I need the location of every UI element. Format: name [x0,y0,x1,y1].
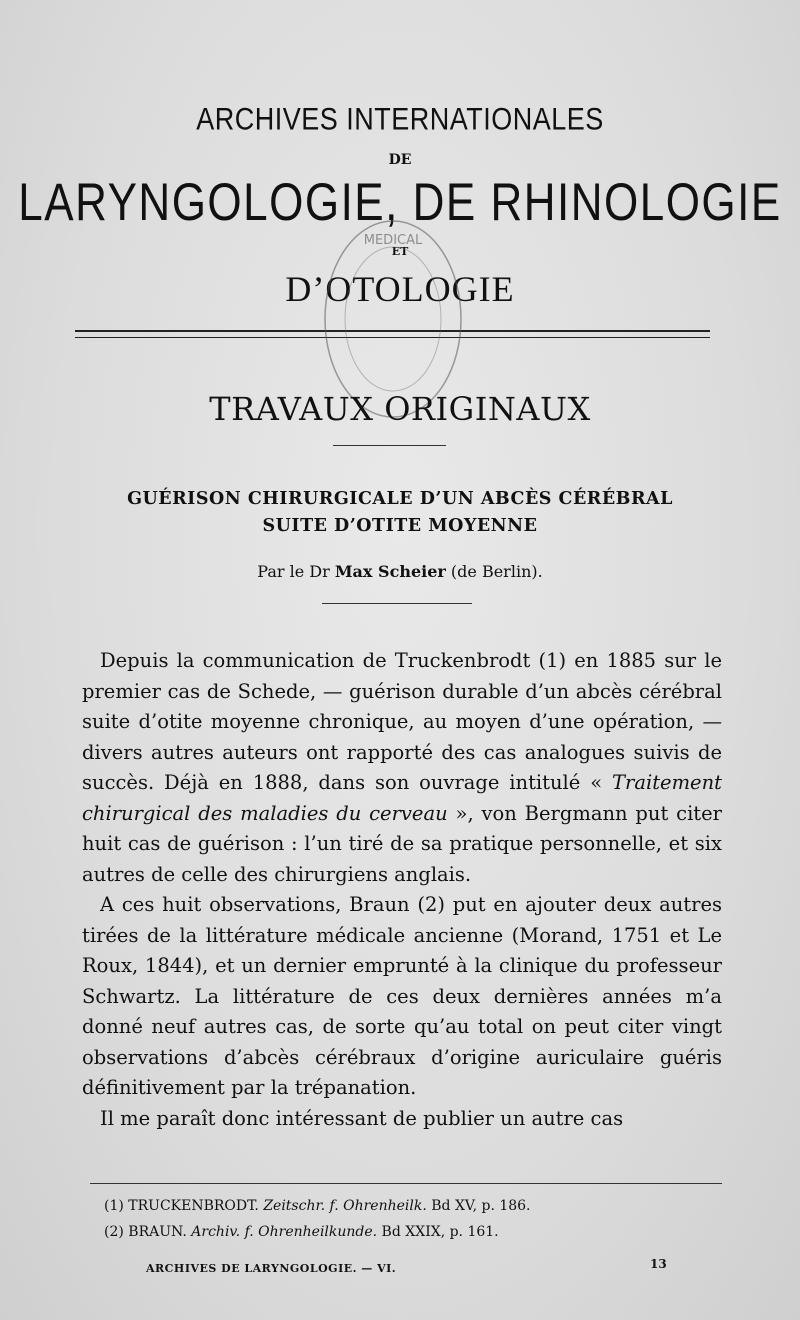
stamp-text: MEDICAL [363,233,423,248]
byline-rule [322,603,472,604]
section-rule [333,445,446,446]
byline-suffix: (de Berlin). [445,562,543,581]
footnote-2-author: (2) BRAUN. [104,1224,192,1240]
journal-name-de: DE [388,152,412,168]
footnote-1-author: (1) TRUCKENBRODT. [104,1198,264,1214]
section-title: TRAVAUX ORIGINAUX [209,390,591,428]
footnote-1 [104,1198,531,1214]
paragraph-1-text-a: Depuis la communication de Truckenbrodt (1) en 1885 sur le premier cas de Schede, — guérison durable d’un abcès cérébral suite d’otite moyenne chronique, au moyen d’une opération, — divers autres auteurs ont rapporté des cas analogues suivis de succès. Déjà en 1888, dans son ouvrage intitulé « [82,649,722,794]
journal-name-et: ET [391,245,409,258]
journal-name-line1: ARCHIVES INTERNATIONALES [196,101,604,137]
journal-title: LARYNGOLOGIE, DE RHINOLOGIE [18,173,782,232]
paragraph-3: Il me paraît donc intéressant de publier un autre cas [100,1106,624,1130]
footnote-rule [90,1183,722,1184]
article-title-line2: SUITE D’OTITE MOYENNE [262,516,538,536]
article-title-line1: GUÉRISON CHIRURGICALE D’UN ABCÈS CÉRÉBRAL [127,489,673,509]
book-title: Traitement chirurgical des maladies du cerveau [82,771,722,825]
journal-name-otologie: D’OTOLOGIE [285,269,515,309]
article-body [82,646,722,1134]
paragraph-1-text-b: », von Bergmann put citer huit cas de guérison : l’un tiré de sa pratique personnelle, et six autres de celle des chirurgiens anglais. [82,801,723,886]
paragraph-1 [82,646,722,890]
footnote-1-journal: Zeitschr. f. Ohrenheilk. [263,1198,427,1214]
author-name: Max Scheier [334,562,446,581]
byline [0,562,800,581]
byline-prefix: Par le Dr [257,562,335,581]
footnote-2-ref: Bd XXIX, p. 161. [377,1224,499,1240]
footnote-2 [104,1224,499,1240]
page-number: 13 [650,1257,667,1271]
footnote-2-journal: Archiv. f. Ohrenheilkunde. [191,1224,378,1240]
footnote-1-ref: Bd XV, p. 186. [426,1198,531,1214]
paragraph-2: A ces huit observations, Braun (2) put en ajouter deux autres tirées de la littérature médicale ancienne (Morand, 1751 et Le Roux, 1844), et un dernier emprunté à la clinique du professeur Schwartz. La littérature de ces deux dernières années m’a donné neuf autres cas, de sorte qu’au total on peut citer vingt observations d’abcès cérébraux d’origine auriculaire guéris définitivement par la trépanation. [82,893,722,1099]
running-footer: ARCHIVES DE LARYNGOLOGIE. — VI. [146,1262,397,1275]
